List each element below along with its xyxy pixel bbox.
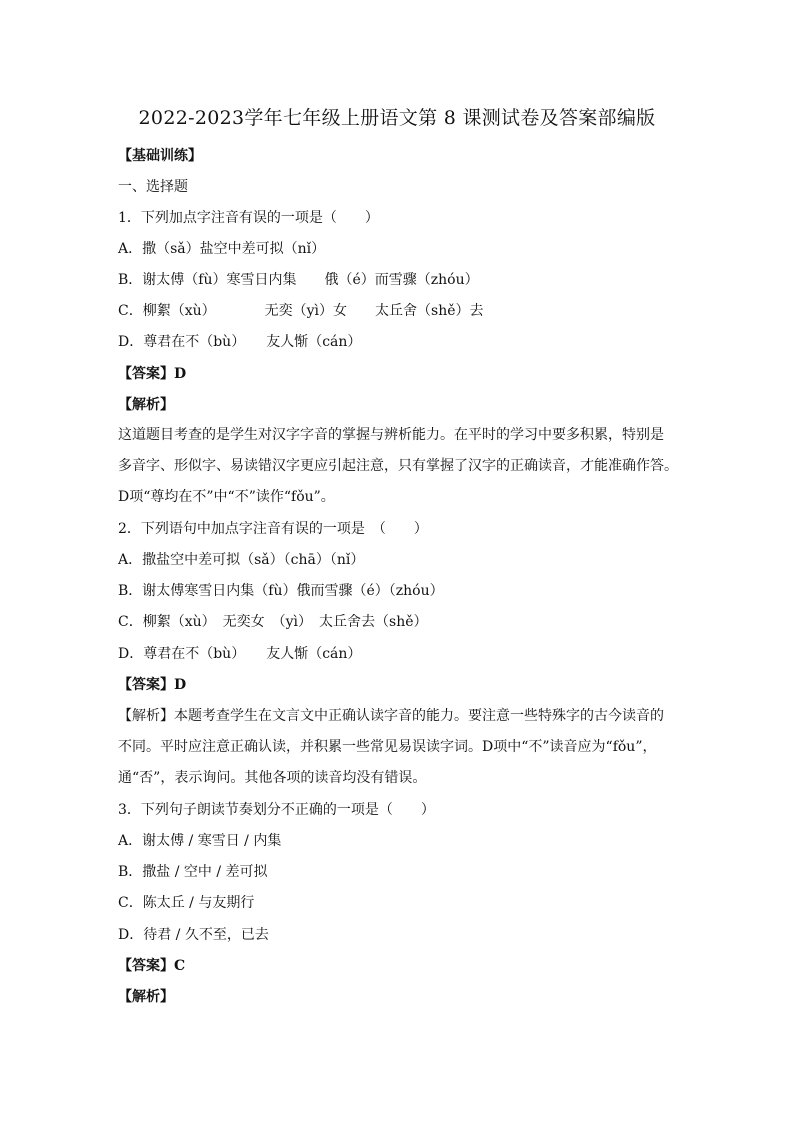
q2-analysis-line: 不同。平时应注意正确认读，并积累一些常见易误读字词。D项中“不”读音应为“fǒu”， [118, 739, 657, 756]
q1-answer: 【答案】D [118, 366, 187, 382]
q1-analysis-line: D项“尊均在不”中“不”读作“fǒu”。 [118, 489, 335, 506]
section-basic-training: 【基础训练】 [118, 148, 202, 164]
q1-analysis-label: 【解析】 [118, 397, 174, 413]
q1-option-d: D．尊君在不（bù） 友人惭（cán） [118, 334, 362, 350]
q3-answer: 【答案】C [118, 958, 186, 974]
q1-analysis-line: 多音字、形似字、易读错汉字更应引起注意，只有掌握了汉字的正确读音，才能准确作答。 [118, 458, 678, 475]
q2-answer: 【答案】D [118, 677, 187, 693]
q1-stem: 1．下列加点字注音有误的一项是（ ） [118, 210, 379, 226]
q1-option-b: B．谢太傅（fù）寒雪日内集 俄（é）而雪骤（zhóu） [118, 272, 479, 288]
q2-option-d: D．尊君在不（bù） 友人惭（cán） [118, 646, 362, 662]
q3-option-d: D．待君 / 久不至，已去 [118, 927, 269, 943]
q3-option-a: A．谢太傅 / 寒雪日 / 内集 [118, 833, 282, 849]
q2-option-b: B．谢太傅寒雪日内集（fù）俄而雪骤（é）（zhóu） [118, 583, 444, 599]
q2-analysis [118, 701, 680, 795]
q2-option-a: A．撒盐空中差可拟（sǎ）（chā）（nǐ） [118, 552, 365, 568]
q1-option-c: C．柳絮（xù） 无奕（yì）女 太丘舍（shě）去 [118, 303, 484, 319]
q2-stem: 2．下列语句中加点字注音有误的一项是 （ ） [118, 521, 428, 537]
document-title: 2022-2023学年七年级上册语文第 8 课测试卷及答案部编版 [138, 107, 656, 129]
q2-option-c: C．柳絮（xù） 无奕女 （yì） 太丘舍去（shě） [118, 614, 428, 630]
q2-analysis-line: 【解析】本题考查学生在文言文中正确认读字音的能力。要注意一些特殊字的古今读音的 [118, 708, 664, 724]
q3-analysis-label: 【解析】 [118, 989, 174, 1005]
q3-option-b: B．撒盐 / 空中 / 差可拟 [118, 864, 268, 880]
q1-analysis [118, 420, 680, 514]
q1-option-a: A．撒（sǎ）盐空中差可拟（nǐ） [118, 241, 326, 257]
q3-stem: 3．下列句子朗读节奏划分不正确的一项是（ ） [118, 802, 435, 818]
q2-analysis-line: 通“否”，表示询问。其他各项的读音均没有错误。 [118, 770, 427, 787]
section-multiple-choice: 一、选择题 [118, 179, 188, 195]
q1-analysis-line: 这道题目考查的是学生对汉字字音的掌握与辨析能力。在平时的学习中要多积累，特别是 [118, 427, 664, 443]
q3-option-c: C．陈太丘 / 与友期行 [118, 895, 255, 911]
